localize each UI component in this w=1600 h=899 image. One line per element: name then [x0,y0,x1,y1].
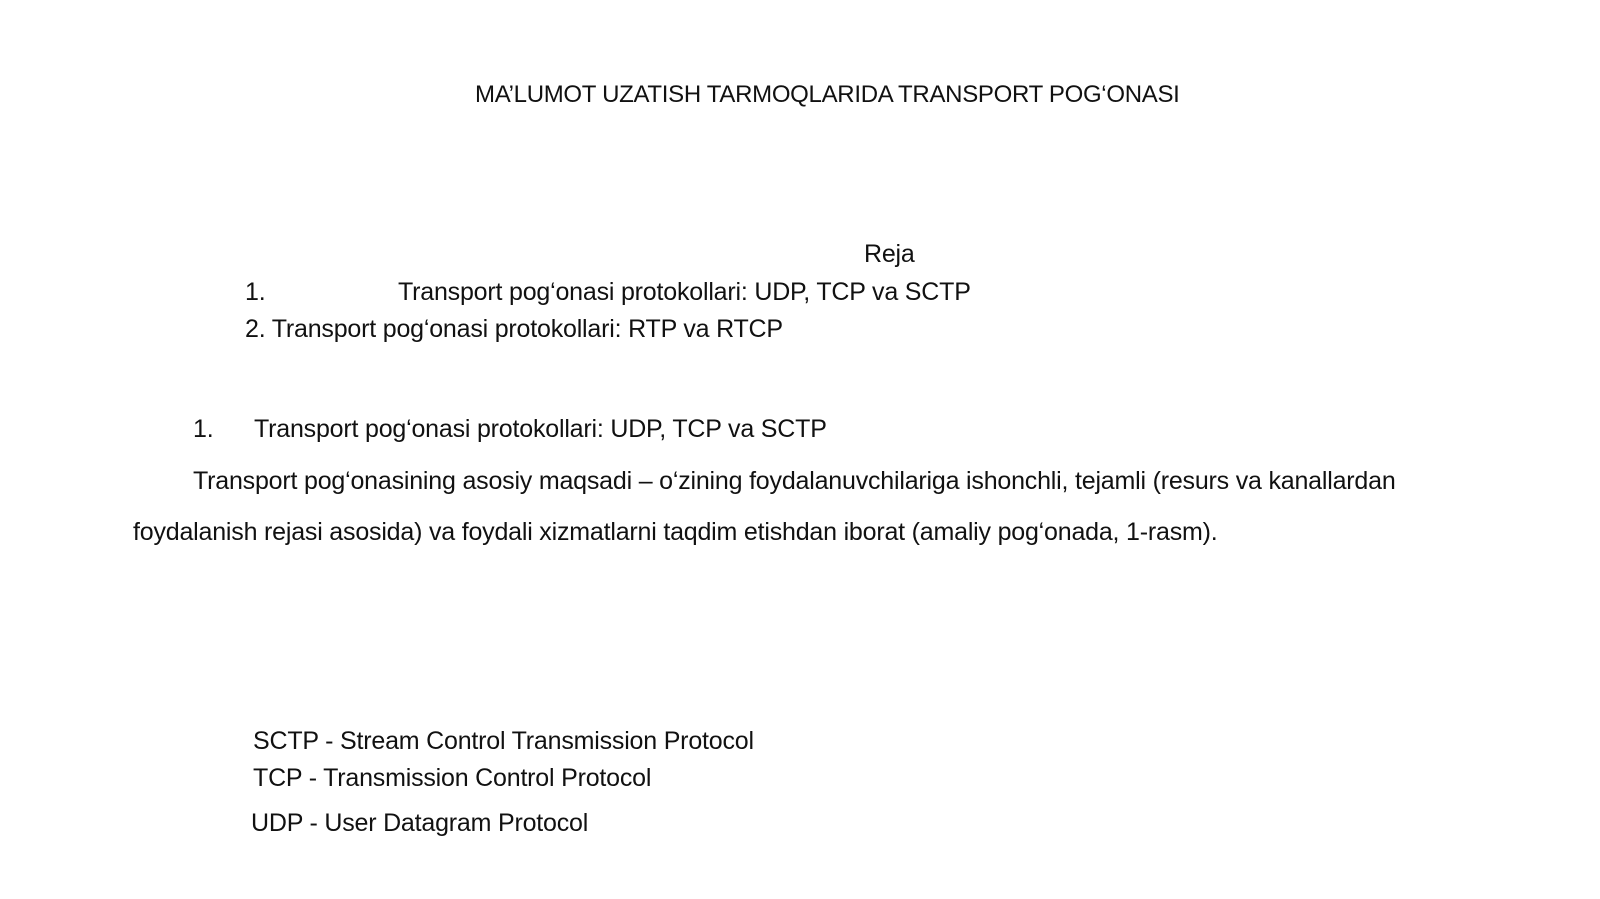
paragraph-line: foydalanish rejasi asosida) va foydali xizmatlarni taqdim etishdan iborat (amaliy pog‘onada, 1-rasm). [133,518,1218,546]
plan-heading: Reja [864,240,915,268]
paragraph-line: Transport pog‘onasining asosiy maqsadi – o‘zining foydalanuvchilariga ishonchli, tejamli (resurs va kanallardan [193,467,1396,495]
section-heading: Transport pog‘onasi protokollari: UDP, TCP va SCTP [254,415,827,443]
abbreviation-item: UDP - User Datagram Protocol [251,809,589,837]
abbreviation-item: SCTP - Stream Control Transmission Protocol [253,727,754,755]
plan-item-text: Transport pog‘onasi protokollari: UDP, TCP va SCTP [398,278,971,306]
plan-item-number: 1. [245,278,266,306]
plan-item-text: 2. Transport pog‘onasi protokollari: RTP va RTCP [245,315,783,343]
abbreviation-item: TCP - Transmission Control Protocol [253,764,652,792]
section-number: 1. [193,415,214,443]
document-title: MA’LUMOT UZATISH TARMOQLARIDA TRANSPORT POG‘ONASI [475,81,1180,108]
